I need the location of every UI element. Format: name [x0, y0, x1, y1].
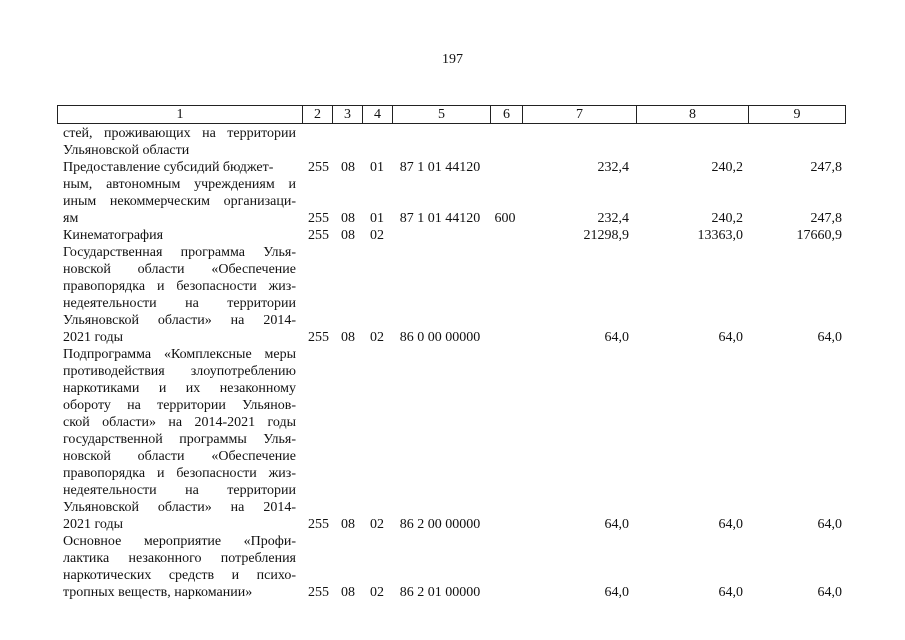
description-line: новской области «Обеспечение — [63, 262, 296, 277]
table-row — [57, 533, 846, 601]
cell-col-2: 255 — [308, 330, 329, 345]
table-row — [57, 346, 846, 533]
description-line: Кинематография — [63, 228, 164, 243]
cell-col-7: 232,4 — [597, 211, 629, 226]
description-line: Ульяновской области — [63, 143, 190, 158]
cell-col-4: 02 — [370, 330, 384, 345]
description-line: наркотиками и их незаконному — [63, 381, 296, 396]
cell-col-3: 08 — [341, 585, 355, 600]
cell-col-4: 02 — [370, 517, 384, 532]
cell-col-7: 64,0 — [604, 517, 629, 532]
cell-col-5: 86 0 00 00000 — [399, 330, 481, 345]
row-values — [57, 210, 846, 227]
description-line: иным некоммерческим организаци- — [63, 194, 296, 209]
cell-col-5: 87 1 01 44120 — [399, 211, 481, 226]
cell-col-8: 64,0 — [718, 330, 743, 345]
row-values — [57, 516, 846, 533]
cell-col-3: 08 — [341, 330, 355, 345]
header-col-4: 4 — [362, 106, 392, 123]
description-line: ям — [63, 211, 79, 226]
cell-col-9: 247,8 — [810, 160, 842, 175]
cell-col-5: 86 2 01 00000 — [399, 585, 481, 600]
header-col-5: 5 — [392, 106, 490, 123]
cell-col-9: 64,0 — [817, 585, 842, 600]
description-line: недеятельности на территории — [63, 483, 296, 498]
page-number: 197 — [442, 52, 463, 67]
description-line: 2021 годы — [63, 330, 124, 345]
row-values — [57, 159, 846, 176]
cell-col-7: 64,0 — [604, 585, 629, 600]
description-line: 2021 годы — [63, 517, 124, 532]
cell-col-4: 01 — [370, 160, 384, 175]
cell-col-3: 08 — [341, 160, 355, 175]
table-row — [57, 159, 846, 176]
description-line: лактика незаконного потребления — [63, 551, 296, 566]
cell-col-7: 21298,9 — [583, 228, 629, 243]
description-line: Ульяновской области» на 2014- — [63, 500, 296, 515]
description-line: наркотических средств и психо- — [63, 568, 296, 583]
cell-col-9: 64,0 — [817, 517, 842, 532]
cell-col-2: 255 — [308, 517, 329, 532]
cell-col-9: 17660,9 — [796, 228, 842, 243]
description-line: недеятельности на территории — [63, 296, 296, 311]
header-col-9: 9 — [748, 106, 845, 123]
cell-col-9: 64,0 — [817, 330, 842, 345]
row-values — [57, 329, 846, 346]
cell-col-2: 255 — [308, 211, 329, 226]
description-line: тропных веществ, наркомании» — [63, 585, 253, 600]
cell-col-7: 232,4 — [597, 160, 629, 175]
cell-col-2: 255 — [308, 585, 329, 600]
table-row — [57, 176, 846, 227]
description-line: противодействия злоупотреблению — [63, 364, 296, 379]
table-header — [57, 105, 846, 124]
row-values — [57, 142, 846, 159]
cell-col-9: 247,8 — [810, 211, 842, 226]
cell-col-4: 02 — [370, 228, 384, 243]
cell-col-4: 01 — [370, 211, 384, 226]
description-line: Государственная программа Улья- — [63, 245, 296, 260]
description-line: обороту на территории Ульянов- — [63, 398, 296, 413]
cell-col-7: 64,0 — [604, 330, 629, 345]
cell-col-8: 240,2 — [711, 160, 743, 175]
description-line: Ульяновской области» на 2014- — [63, 313, 296, 328]
description-line: стей, проживающих на территории — [63, 126, 296, 141]
cell-col-8: 64,0 — [718, 585, 743, 600]
cell-col-6: 600 — [494, 211, 516, 226]
header-col-2: 2 — [302, 106, 332, 123]
cell-col-5: 86 2 00 00000 — [399, 517, 481, 532]
cell-col-5: 87 1 01 44120 — [399, 160, 481, 175]
header-col-6: 6 — [490, 106, 522, 123]
row-description — [57, 346, 296, 533]
row-values — [57, 227, 846, 244]
description-line: ным, автономным учреждениям и — [63, 177, 296, 192]
cell-col-3: 08 — [341, 211, 355, 226]
table-row — [57, 227, 846, 244]
header-col-1: 1 — [176, 107, 184, 122]
table-row — [57, 125, 846, 159]
row-values — [57, 584, 846, 601]
header-col-7: 7 — [522, 106, 636, 123]
description-line: государственной программы Улья- — [63, 432, 296, 447]
description-line: новской области «Обеспечение — [63, 449, 296, 464]
cell-col-4: 02 — [370, 585, 384, 600]
description-line: Подпрограмма «Комплексные меры — [63, 347, 296, 362]
header-col-3: 3 — [332, 106, 362, 123]
description-line: правопорядка и безопасности жиз- — [63, 466, 296, 481]
header-col-8: 8 — [636, 106, 748, 123]
cell-col-8: 13363,0 — [697, 228, 743, 243]
description-line: Предоставление субсидий бюджет- — [63, 160, 274, 175]
description-line: правопорядка и безопасности жиз- — [63, 279, 296, 294]
cell-col-3: 08 — [341, 228, 355, 243]
description-line: ской области» на 2014-2021 годы — [63, 415, 296, 430]
cell-col-8: 240,2 — [711, 211, 743, 226]
cell-col-8: 64,0 — [718, 517, 743, 532]
table-row — [57, 244, 846, 346]
cell-col-2: 255 — [308, 160, 329, 175]
table-body — [57, 125, 846, 601]
description-line: Основное мероприятие «Профи- — [63, 534, 296, 549]
cell-col-3: 08 — [341, 517, 355, 532]
cell-col-2: 255 — [308, 228, 329, 243]
